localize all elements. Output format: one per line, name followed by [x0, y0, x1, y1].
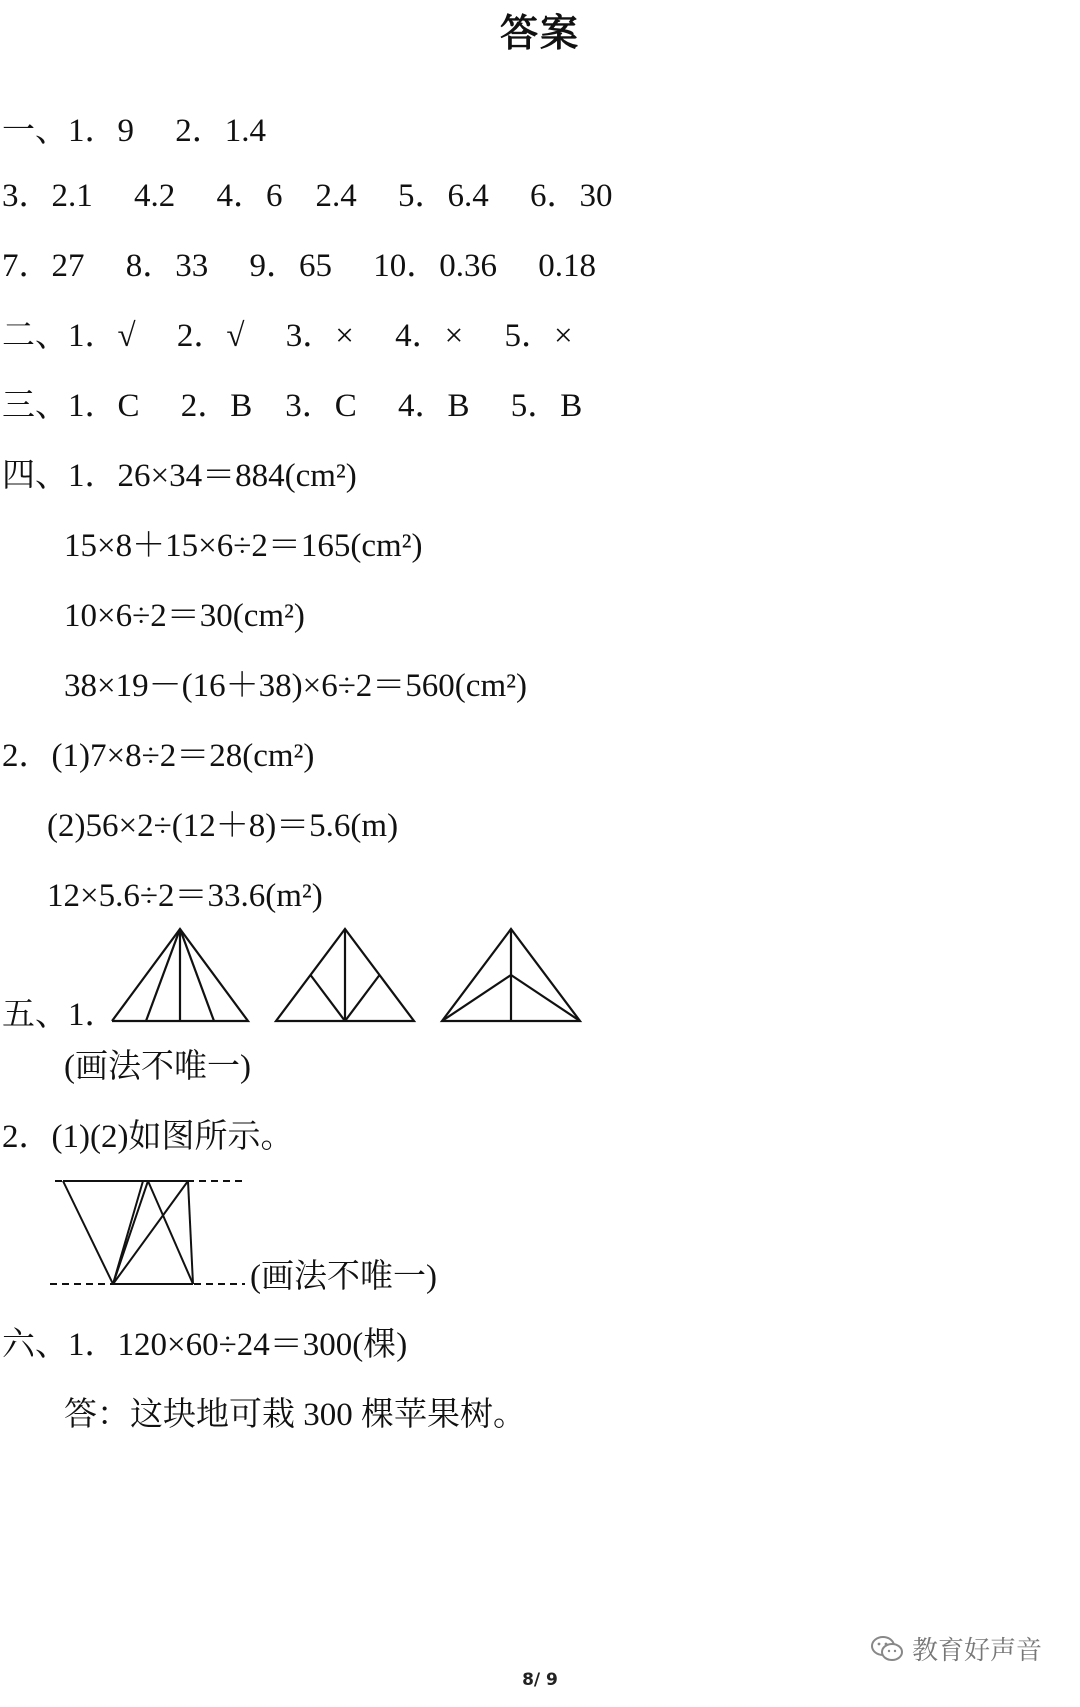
- watermark-text: 教育好声音: [911, 1636, 1042, 1666]
- triangle-2-divider-3: [345, 975, 380, 1021]
- triangle-1-divider-1: [146, 929, 180, 1021]
- triangle-1-shape: [112, 929, 388, 1021]
- triangle-edge-4: [148, 1181, 193, 1284]
- wechat-icon: [870, 1635, 904, 1663]
- answer-line-15: 2．(1)(2)如图所示。: [2, 1119, 294, 1155]
- answer-line-7: 15×8＋15×6÷2＝165(cm²): [64, 528, 423, 564]
- answer-line-18: 答：这块地可栽 300 棵苹果树。: [64, 1397, 526, 1433]
- parallel-lines-triangles-figure: [45, 1170, 255, 1300]
- answer-line-13: 五、1．: [2, 997, 118, 1033]
- answer-line-17: 六、1．120×60÷24＝300(棵): [2, 1327, 408, 1363]
- watermark: [870, 1630, 1042, 1667]
- answer-line-8: 10×6÷2＝30(cm²): [64, 598, 305, 634]
- answer-line-6: 四、1．26×34＝884(cm²): [2, 458, 357, 494]
- triangle-edge-3: [113, 1181, 148, 1284]
- triangle-1-divider-3: [180, 929, 214, 1021]
- answer-line-3: 7．27 8．33 9．65 10．0.36 0.18: [2, 248, 596, 284]
- answer-line-2: 3．2.1 4.2 4．6 2.4 5．6.4 6．30: [2, 178, 613, 214]
- page-number: 8/ 9: [522, 1670, 558, 1690]
- triangle-3-divider-2: [442, 975, 511, 1021]
- answer-line-1: 一、1．9 2．1.4: [2, 113, 266, 149]
- triangle-edge-6: [188, 1181, 193, 1284]
- triangle-edge-1: [63, 1181, 113, 1284]
- answer-line-12: 12×5.6÷2＝33.6(m²): [47, 878, 323, 914]
- page-title: 答案: [499, 11, 580, 55]
- answer-line-5: 三、1．C 2．B 3．C 4．B 5．B: [2, 388, 583, 424]
- triangle-3-divider-3: [511, 975, 580, 1021]
- answer-line-10: 2．(1)7×8÷2＝28(cm²): [2, 738, 315, 774]
- answer-line-11: (2)56×2÷(12＋8)＝5.6(m): [47, 808, 399, 844]
- answer-line-9: 38×19－(16＋38)×6÷2＝560(cm²): [64, 668, 527, 704]
- answer-line-14: (画法不唯一): [64, 1049, 251, 1085]
- triangle-edge-5: [113, 1181, 188, 1284]
- triangle-2-divider-2: [311, 975, 346, 1021]
- answer-line-4: 二、1．√ 2．√ 3．× 4．× 5．×: [2, 318, 573, 354]
- triangle-division-figures: [100, 920, 600, 1030]
- answer-line-16: (画法不唯一): [250, 1259, 437, 1295]
